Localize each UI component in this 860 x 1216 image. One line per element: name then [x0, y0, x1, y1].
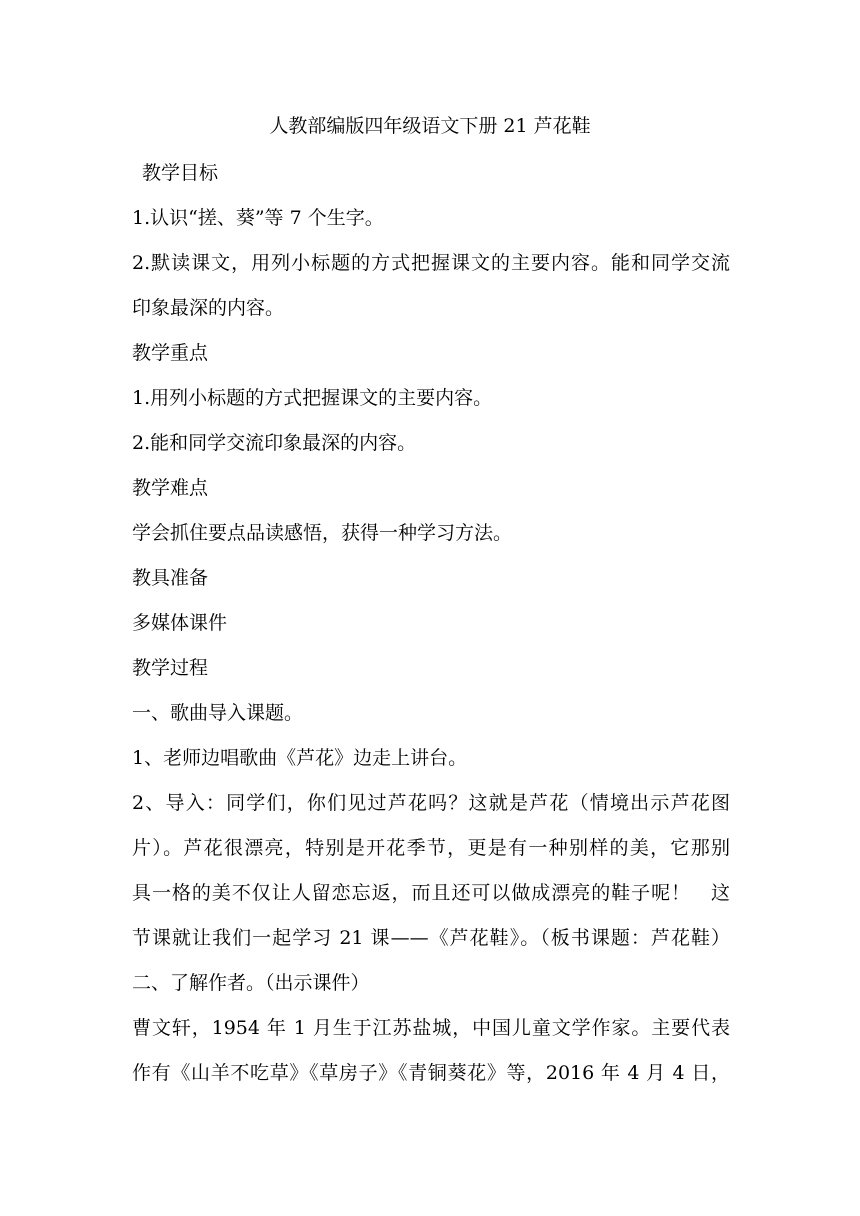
text-line: 片）。芦花很漂亮，特别是开花季节，更是有一种别样的美，它那别	[132, 837, 730, 859]
text-line: 二、了解作者。（出示课件）	[132, 972, 370, 994]
document-title: 人教部编版四年级语文下册 21 芦花鞋	[269, 115, 591, 137]
section-heading-key-points: 教学重点	[132, 342, 209, 364]
section-heading-teaching-goals: 教学目标	[142, 162, 219, 184]
text-line: 1.用列小标题的方式把握课文的主要内容。	[132, 387, 493, 409]
text-line: 具一格的美不仅让人留恋忘返，而且还可以做成漂亮的鞋子呢！ 这	[132, 882, 730, 904]
text-line: 曹文轩，1954 年 1 月生于江苏盐城，中国儿童文学作家。主要代表	[132, 1017, 730, 1039]
text-line: 作有《山羊不吃草》《草房子》《青铜葵花》等，2016 年 4 月 4 日，	[132, 1062, 730, 1084]
text-line: 2.能和同学交流印象最深的内容。	[132, 432, 417, 454]
text-line: 2、导入：同学们，你们见过芦花吗？这就是芦花（情境出示芦花图	[132, 792, 730, 814]
text-line: 印象最深的内容。	[132, 297, 285, 319]
text-line: 学会抓住要点品读感悟，获得一种学习方法。	[132, 522, 513, 544]
section-heading-teaching-aids: 教具准备	[132, 567, 209, 589]
text-line: 1、老师边唱歌曲《芦花》边走上讲台。	[132, 747, 468, 769]
section-heading-difficulties: 教学难点	[132, 477, 209, 499]
section-heading-teaching-process: 教学过程	[132, 657, 209, 679]
text-line: 节课就让我们一起学习 21 课——《芦花鞋》。（板书课题：芦花鞋）	[132, 927, 730, 949]
text-line: 一、歌曲导入课题。	[132, 702, 304, 724]
text-line: 1.认识“搓、葵”等 7 个生字。	[132, 207, 384, 229]
text-line: 多媒体课件	[132, 612, 228, 634]
text-line: 2.默读课文，用列小标题的方式把握课文的主要内容。能和同学交流	[132, 252, 730, 274]
